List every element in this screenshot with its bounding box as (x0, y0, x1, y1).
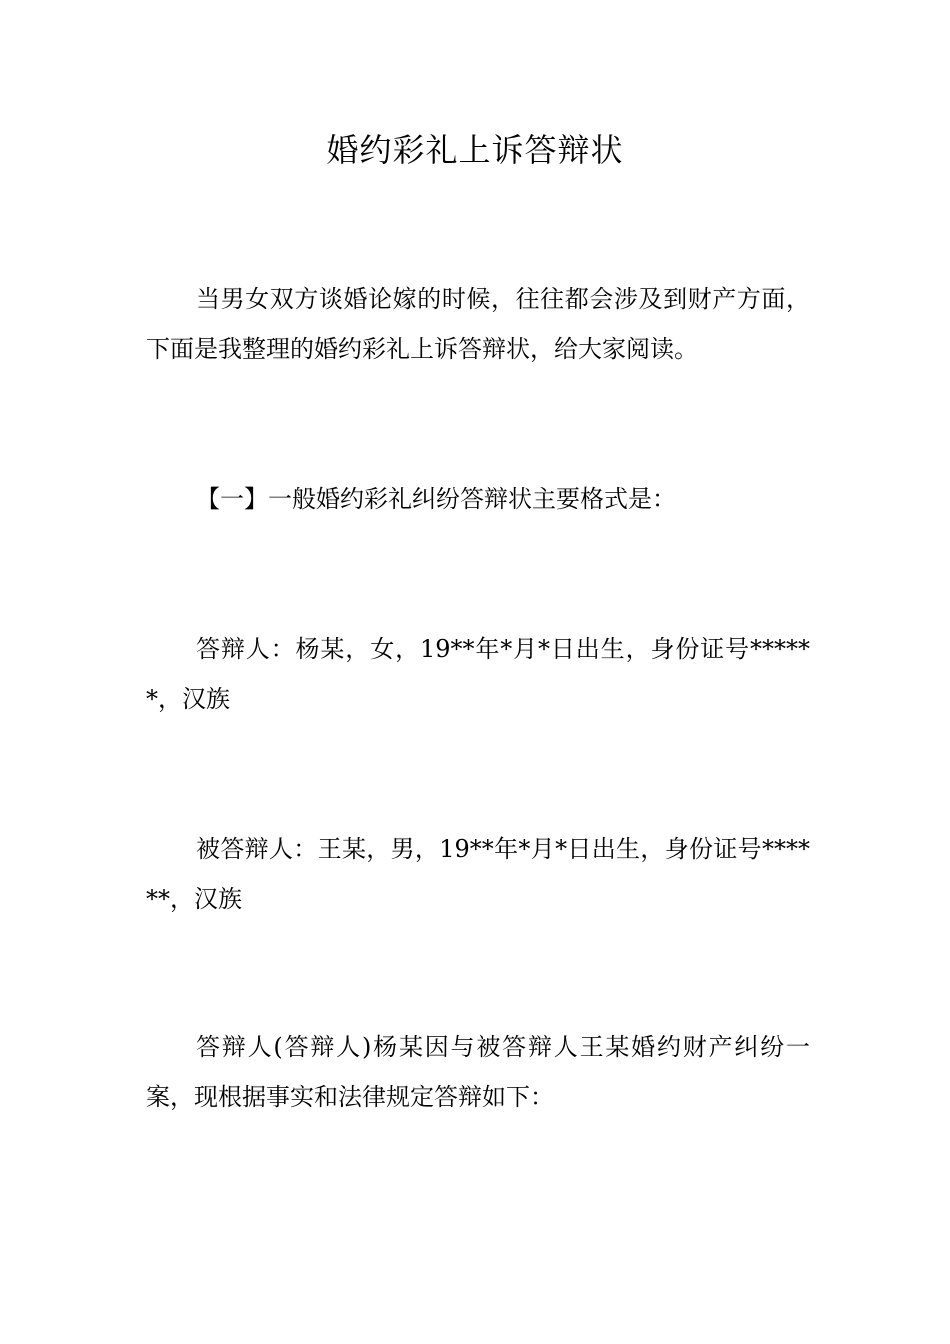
format-heading-paragraph: 【一】一般婚约彩礼纠纷答辩状主要格式是： (196, 485, 676, 513)
document-title: 婚约彩礼上诉答辩状 (326, 131, 624, 169)
respondent-paragraph: 答辩人：杨某，女，19**年*月*日出生，身份证号******，汉族 (146, 635, 810, 713)
case-statement-paragraph: 答辩人(答辩人)杨某因与被答辩人王某婚约财产纠纷一案，现根据事实和法律规定答辩如下： (146, 1033, 810, 1111)
appellee-paragraph: 被答辩人：王某，男，19**年*月*日出生，身份证号******，汉族 (146, 835, 810, 913)
intro-paragraph: 当男女双方谈婚论嫁的时候，往往都会涉及到财产方面，下面是我整理的婚约彩礼上诉答辩状，给大家阅读。 (146, 285, 810, 363)
